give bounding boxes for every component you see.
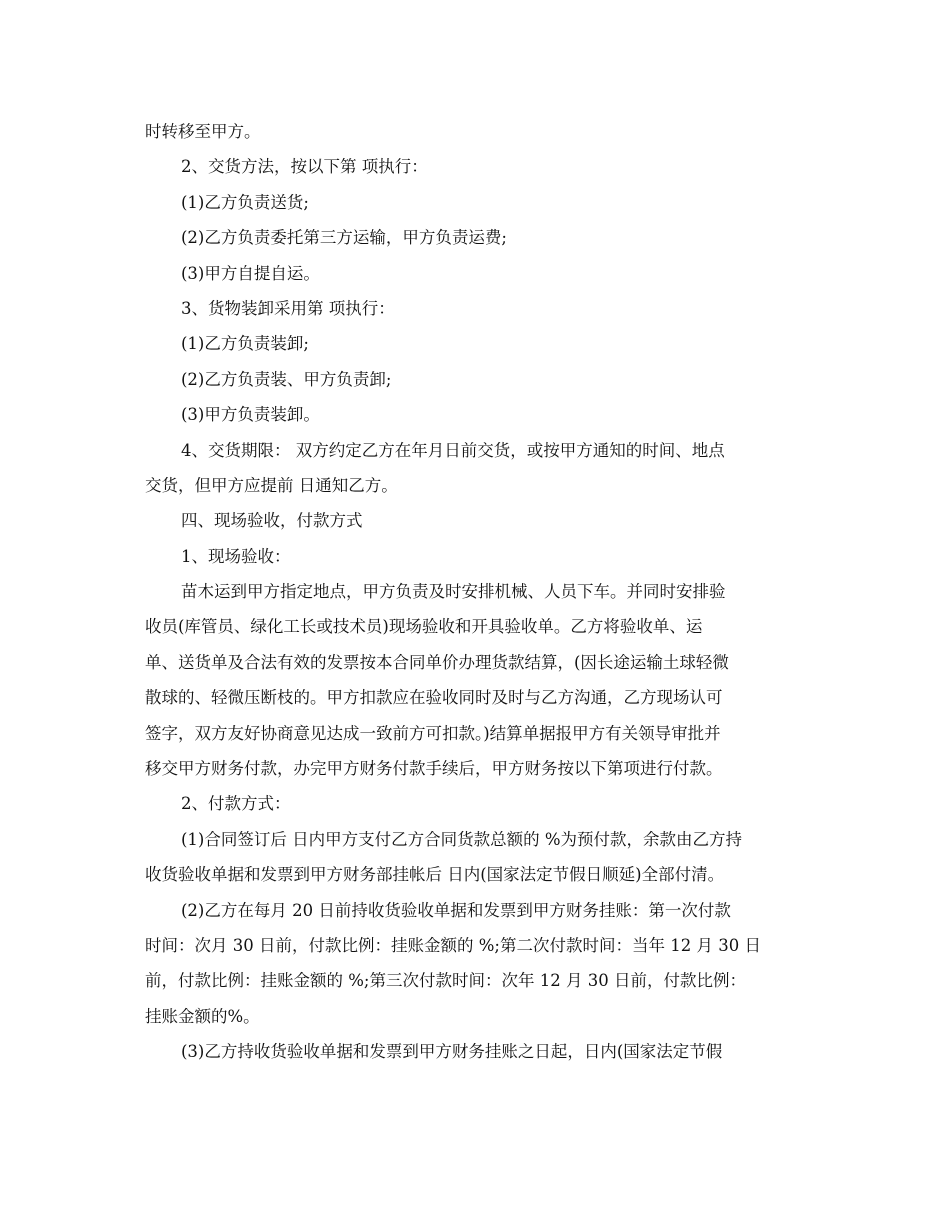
- text-line: 收货验收单据和发票到甲方财务部挂帐后 日内(国家法定节假日顺延)全部付清。: [145, 865, 725, 885]
- text-line: 苗木运到甲方指定地点，甲方负责及时安排机械、人员下车。并同时安排验: [181, 582, 726, 602]
- section-heading: 四、现场验收，付款方式: [181, 511, 363, 531]
- text-line: (2)乙方负责装、甲方负责卸;: [181, 369, 392, 389]
- text-line: 移交甲方财务付款，办完甲方财务付款手续后，甲方财务按以下第项进行付款。: [145, 759, 723, 779]
- text-line: 4、交货期限： 双方约定乙方在年月日前交货，或按甲方通知的时间、地点: [181, 440, 725, 460]
- text-line: (1)乙方负责装卸;: [181, 334, 309, 354]
- text-line: 收员(库管员、绿化工长或技术员)现场验收和开具验收单。乙方将验收单、运: [145, 617, 703, 637]
- text-line: (2)乙方负责委托第三方运输，甲方负责运费;: [181, 228, 507, 248]
- text-line: 3、货物装卸采用第 项执行：: [181, 298, 395, 318]
- text-line: 交货，但甲方应提前 日通知乙方。: [145, 475, 398, 495]
- text-line: (1)乙方负责送货;: [181, 192, 309, 212]
- text-line: 单、送货单及合法有效的发票按本合同单价办理货款结算，(因长途运输土球轻微: [145, 652, 729, 672]
- text-line: 前，付款比例：挂账金额的 %;第三次付款时间：次年 12 月 30 日前，付款比例：: [145, 971, 746, 991]
- text-line: 挂账金额的%。: [145, 1006, 260, 1026]
- text-line: (2)乙方在每月 20 日前持收货验收单据和发票到甲方财务挂账：第一次付款: [181, 900, 731, 920]
- text-line: (3)乙方持收货验收单据和发票到甲方财务挂账之日起，日内(国家法定节假: [181, 1042, 723, 1062]
- text-line: 时转移至甲方。: [145, 122, 261, 141]
- text-line: 2、交货方法，按以下第 项执行：: [181, 157, 428, 177]
- text-line: (3)甲方负责装卸。: [181, 405, 320, 425]
- text-line: (1)合同签订后 日内甲方支付乙方合同货款总额的 %为预付款，余款由乙方持: [181, 829, 743, 849]
- text-line: 散球的、轻微压断枝的。甲方扣款应在验收同时及时与乙方沟通，乙方现场认可: [145, 688, 723, 708]
- text-line: 2、付款方式：: [181, 794, 291, 814]
- text-line: 签字，双方友好协商意见达成一致前方可扣款。)结算单据报甲方有关领导审批并: [145, 723, 721, 743]
- text-line: (3)甲方自提自运。: [181, 263, 320, 283]
- text-line: 1、现场验收：: [181, 546, 291, 566]
- document-body: [145, 114, 815, 1070]
- text-line: 时间：次月 30 日前，付款比例：挂账金额的 %;第二次付款时间：当年 12 月 30 日: [145, 935, 761, 955]
